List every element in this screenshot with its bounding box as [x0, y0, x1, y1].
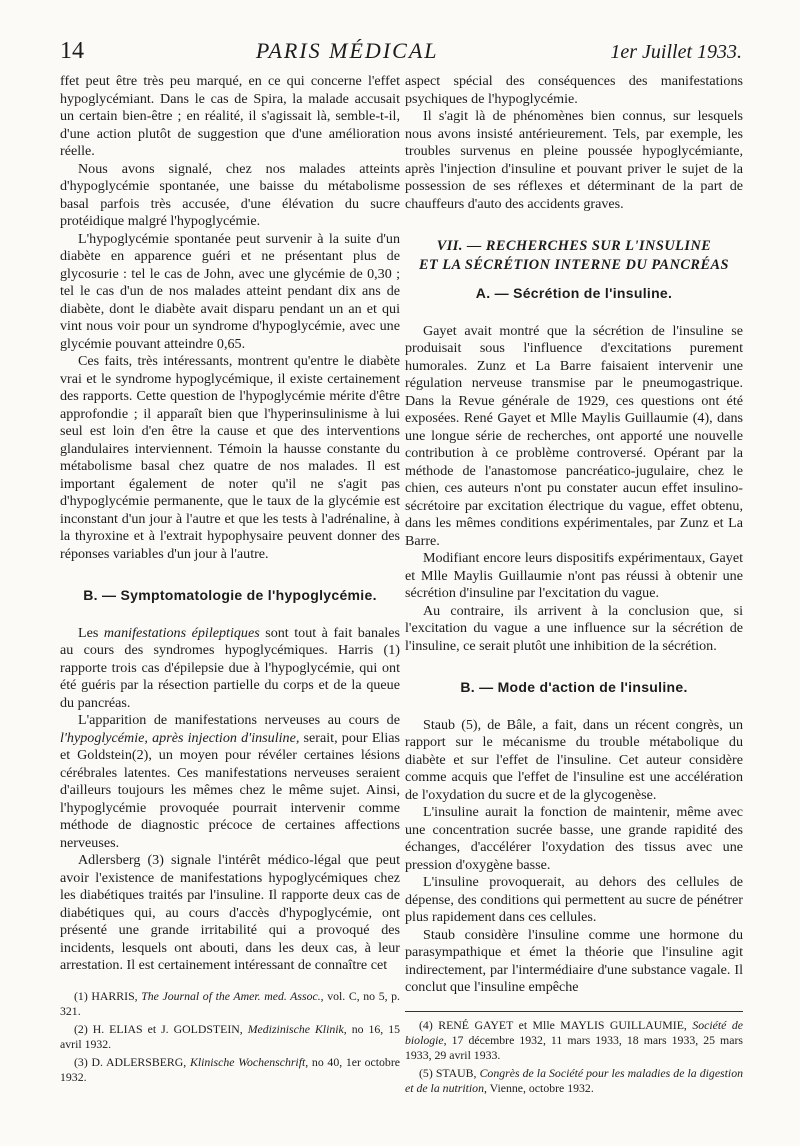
chapter-heading	[405, 237, 743, 275]
footnotes	[405, 1011, 743, 1096]
paragraph: Au contraire, ils arrivent à la conclusion que, si l'excitation du vague a une influence sur la sécrétion de l'insuline, ce serait plutôt une inhibition de la sécrétion.	[405, 602, 743, 654]
paragraph: Staub (5), de Bâle, a fait, dans un récent congrès, un rapport sur le mécanisme du trouble métabolique du diabète et sur l'effet de l'insuline. Cet auteur considère comme acquis que l'effet de l'insuline est une accélération de l'oxydation du sucre et de la glycogenèse.	[405, 716, 743, 803]
italic-text: l'hypoglycémie, après injection d'insuline,	[60, 729, 300, 746]
text-run: , 17 décembre 1932, 11 mars 1933, 18 mars 1933, 25 mars 1933, 29 avril 1933.	[405, 1032, 743, 1062]
italic-text: Klinische Wochenschrift	[189, 1054, 306, 1069]
text-run: , Vienne, octobre 1932.	[483, 1080, 594, 1095]
paragraph: Gayet avait montré que la sécrétion de l'insuline se produisait sous l'influence d'excitations purement humorales. Zunz et La Barre faisaient intervenir une régulation nerveuse transmise par le pneumogastrique. Dans la Revue générale de 1929, ces questions ont été exposées. René Gayet et Mlle Maylis Guillaumie (4), dans une longue série de recherches, ont apporté une nouvelle contribution à ce problème controversé. Opérant par la méthode de l'anastomose pancréatico-jugulaire, chez le chien, ces auteurs n'ont pu constater aucun effet insulino-sécrétoire par excitation électrique du vague, effet obtenu, dans les mêmes conditions expérimentales, par Zunz et La Barre.	[405, 322, 743, 549]
paragraph: Adlersberg (3) signale l'intérêt médico-légal que peut avoir l'existence de manifestations hypoglycémiques chez les diabétiques traités par l'insuline. Il rapporte deux cas de diabétiques qui, au cours d'accès d'hypoglycémie, ont présenté une grande irritabilité qui a provoqué des incidents, lesquels ont abouti, dans les deux cas, à leur arrestation. Il est certainement intéressant de connaître cet	[60, 852, 400, 973]
paragraph: aspect spécial des conséquences des manifestations psychiques de l'hypoglycémie.	[405, 73, 743, 107]
chapter-heading-line: ET LA SÉCRÉTION INTERNE DU PANCRÉAS	[419, 257, 729, 273]
paragraph	[60, 625, 400, 713]
text-run: , no 16, 15 avril 1932.	[60, 1021, 401, 1051]
text-run: L'apparition de manifestations nerveuses au cours de	[78, 712, 400, 728]
right-column	[405, 73, 743, 1099]
italic-text: The Journal of the Amer. med. Assoc.	[141, 988, 321, 1003]
paragraph: L'insuline provoquerait, au dehors des cellules de dépense, des conditions qui permettent au sucre de pénétrer plus rapidement dans ces cellules.	[405, 874, 743, 925]
paragraph: L'insuline aurait la fonction de maintenir, même avec une concentration sucrée basse, une grande rapidité des échanges, d'accélérer l'oxydation des tissus avec une pression d'oxygène basse.	[405, 804, 743, 873]
paragraph: L'hypoglycémie spontanée peut survenir à la suite d'un diabète en apparence guéri et ne présentant plus de glycosurie : tel le cas de John, avec une glycémie de 0,30 ; tel le cas d'un de nos malades atteint pendant dix ans de diabète, dont le diabète avait disparu pendant un an et qui vint nous voir pour un syndrome d'hypoglycémie, avec une glycémie pouvant atteindre 0,65.	[60, 230, 400, 352]
text-run: (5) STAUB,	[419, 1065, 480, 1080]
text-run: (4) RENÉ GAYET et Mlle MAYLIS GUILLAUMIE,	[419, 1017, 693, 1032]
text-run: Les	[78, 624, 104, 641]
text-run: (2) H. ELIAS et J. GOLDSTEIN,	[74, 1021, 248, 1036]
paragraph: ffet peut être très peu marqué, en ce qui concerne l'effet hypoglycémiant. Dans le cas de Spira, la malade accusait un certain bien-être ; en réalité, il s'agissait là, semble-t-il, d'une action plutôt de suggestion que d'une amélioration réelle.	[60, 73, 400, 159]
page-number: 14	[60, 38, 84, 64]
page-header	[60, 38, 742, 70]
italic-text: Société de biologie	[405, 1017, 743, 1047]
italic-text: Medizinische Klinik	[247, 1021, 344, 1036]
journal-title: PARIS MÉDICAL	[255, 38, 439, 63]
paragraph: Modifiant encore leurs dispositifs expérimentaux, Gayet et Mlle Maylis Guillaumie n'ont pas réussi à obtenir une sécrétion d'insuline par l'excitation du vague.	[405, 550, 743, 601]
left-column	[60, 73, 400, 1123]
issue-date: 1er Juillet 1933.	[610, 41, 742, 63]
section-heading: B. — Symptomatologie de l'hypoglycémie.	[83, 587, 377, 603]
text-run: sont tout à fait banales au cours des syndromes hypoglycémiques. Harris (1) rapporte trois cas d'épilepsie due à l'hypoglycémie, qui ont été guéris par la résection partielle du corps et de la queue du pancréas.	[60, 624, 401, 711]
text-run: (1) HARRIS,	[74, 988, 142, 1003]
italic-text: Congrès de la Société pour les maladies de la digestion et de la nutrition	[405, 1065, 743, 1095]
paragraph: Nous avons signalé, chez nos malades atteints d'hypoglycémie spontanée, une baisse du métabolisme basal parfois très accusée, d'une élévation du sucre protéidique malgré l'hypoglycémie.	[60, 160, 400, 229]
text-run: serait, pour Elias et Goldstein(2), un moyen pour révéler certaines lésions cérébrales latentes. Ces manifestations nerveuses seraient d'ailleurs toujours les mêmes chez le même sujet. Ainsi, l'hypoglycémie provoquée pourrait intervenir comme méthode de diagnostic précoce de certaines affections nerveuses.	[60, 729, 400, 851]
section-heading: A. — Sécrétion de l'insuline.	[475, 285, 673, 301]
footnotes	[60, 989, 400, 1085]
paragraph: Il s'agit là de phénomènes bien connus, sur lesquels nous avons insisté antérieurement. Tels, par exemple, les troubles survenus en pleine poussée hypoglycémiante, après l'injection d'insuline et pouvant priver le sujet de la possession de ses réflexes et déterminant de la part de chauffeurs d'auto des accidents graves.	[405, 108, 743, 212]
section-heading: B. — Mode d'action de l'insuline.	[460, 679, 688, 695]
paragraph: Staub considère l'insuline comme une hormone du parasympathique et émet la théorie que l'insuline agit indirectement, par l'intermédiaire d'une substance vagale. Il conclut que l'insuline empêche	[405, 926, 743, 995]
paragraph	[60, 712, 400, 852]
footnote	[60, 1055, 400, 1085]
footnote	[405, 1066, 743, 1096]
italic-text: manifestations épileptiques	[103, 624, 260, 641]
text-run: (3) D. ADLERSBERG,	[74, 1054, 190, 1069]
text-run: , no 40, 1er octobre 1932.	[60, 1054, 400, 1084]
footnote	[60, 989, 400, 1019]
chapter-heading-line: VII. — RECHERCHES SUR L'INSULINE	[436, 238, 712, 254]
paragraph: Ces faits, très intéressants, montrent qu'entre le diabète vrai et le syndrome hypoglycémique, il existe certainement des rapports. Cette question de l'hypoglycémie mérite d'être approfondie ; il apparaît bien que l'hyperinsulinisme à lui seul est loin d'en être la cause et que des interventions glandulaires interviennent. Témoin la hausse constante du métabolisme basal chez quatre de nos malades. Il est important également de noter qu'il ne s'agit pas d'hypoglycémie permanente, que le taux de la glycémie est inconstant d'un jour à l'autre et que les tests à l'adrénaline, à la thyroxine et à l'extrait hypophysaire peuvent donner des réponses variables d'un jour à l'autre.	[60, 353, 400, 562]
footnote	[405, 1018, 743, 1063]
text-run: , vol. C, no 5, p. 321.	[60, 988, 400, 1018]
footnote	[60, 1022, 400, 1052]
